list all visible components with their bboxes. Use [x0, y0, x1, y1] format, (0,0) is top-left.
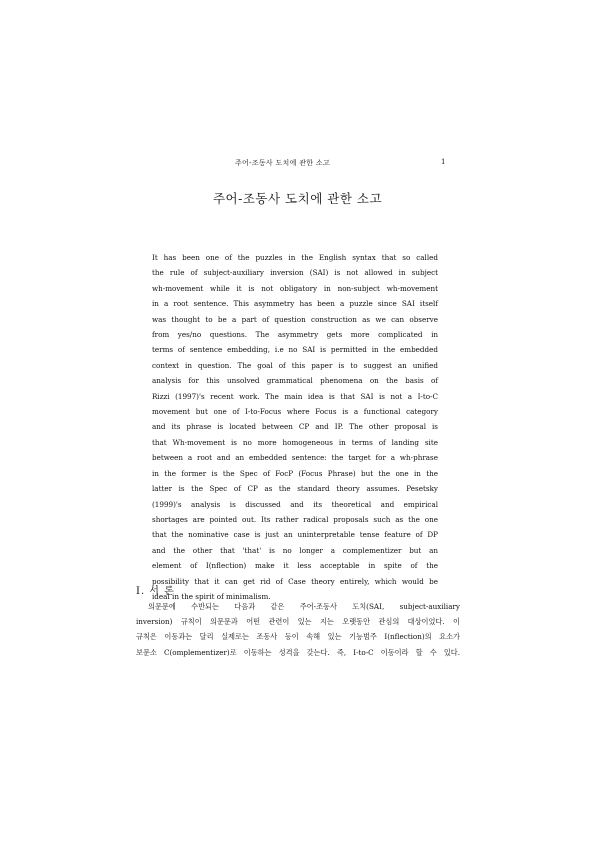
abstract-line: ideal in the spirit of minimalism.: [152, 591, 271, 601]
abstract-line: shortages are pointed out. Its rather radical proposals such as the one: [152, 514, 438, 524]
paper-title: 주어-조동사 도치에 관한 소고: [212, 191, 383, 206]
abstract-line: latter is the Spec of CP as the standard theory assumes. Pesetsky: [152, 484, 438, 494]
abstract: [152, 250, 438, 604]
abstract-line: and its phrase is located between CP and IP. The other proposal is: [152, 422, 438, 432]
abstract-line: possibility that it can get rid of Case theory entirely, which would be: [152, 576, 438, 586]
body-line: 보문소 C(omplementizer)로 이동하는 성격을 갖는다. 즉, I-to-C 이동이라 할 수 있다.: [136, 647, 460, 657]
body-line: 의문문에 수반되는 다음과 같은 주어-조동사 도치(SAI, subject-auxiliary: [148, 602, 460, 611]
abstract-line: element of I(nflection) make it less acceptable in spite of the: [152, 561, 438, 571]
running-title: 주어-조동사 도치에 관한 소고: [235, 159, 330, 167]
abstract-line: in the former is the Spec of FocP (Focus Phrase) but the one in the: [152, 468, 438, 478]
abstract-line: analysis for this unsolved grammatical phenomena on the basis of: [152, 376, 438, 386]
abstract-line: context in question. The goal of this paper is to suggest an unified: [152, 360, 438, 370]
abstract-line: wh-movement while it is not obligatory in non-subject wh-movement: [152, 283, 438, 293]
abstract-line: the rule of subject-auxiliary inversion (SAI) is not allowed in subject: [152, 268, 438, 278]
section-body: [136, 599, 460, 660]
abstract-line: in a root sentence. This asymmetry has been a puzzle since SAI itself: [152, 299, 438, 309]
body-line: inversion) 규칙이 의문문과 어떤 관련이 있는 지는 오랫동안 관심의 대상이었다. 이: [136, 617, 460, 627]
abstract-line: movement but one of I-to-Focus where Focus is a functional category: [152, 407, 438, 417]
page-number: 1: [441, 158, 446, 166]
abstract-line: was thought to be a part of question construction as we can observe: [152, 314, 438, 324]
section-heading: Ⅰ. 서 론: [136, 586, 175, 597]
abstract-line: and the other that 'that' is no longer a complementizer but an: [152, 545, 438, 555]
abstract-line: It has been one of the puzzles in the English syntax that so called: [152, 253, 438, 262]
abstract-line: terms of sentence embedding, i.e no SAI is permitted in the embedded: [152, 345, 438, 355]
abstract-line: (1999)'s analysis is discussed and its theoretical and empirical: [152, 499, 438, 509]
abstract-line: Rizzi (1997)'s recent work. The main idea is that SAI is not a I-to-C: [152, 391, 438, 401]
abstract-line: that Wh-movement is no more homogeneous in terms of landing site: [152, 437, 438, 447]
abstract-line: from yes/no questions. The asymmetry gets more complicated in: [152, 330, 438, 340]
body-line: 규칙은 이동과는 달리 실제로는 조동사 등이 속해 있는 기능범주 I(nflection)의 요소가: [136, 632, 460, 642]
abstract-line: that the nominative case is just an uninterpretable tense feature of DP: [152, 530, 438, 540]
running-header: [0, 158, 595, 172]
abstract-paragraph: [152, 250, 438, 604]
abstract-line: between a root and an embedded sentence: the target for a wh-phrase: [152, 453, 438, 463]
